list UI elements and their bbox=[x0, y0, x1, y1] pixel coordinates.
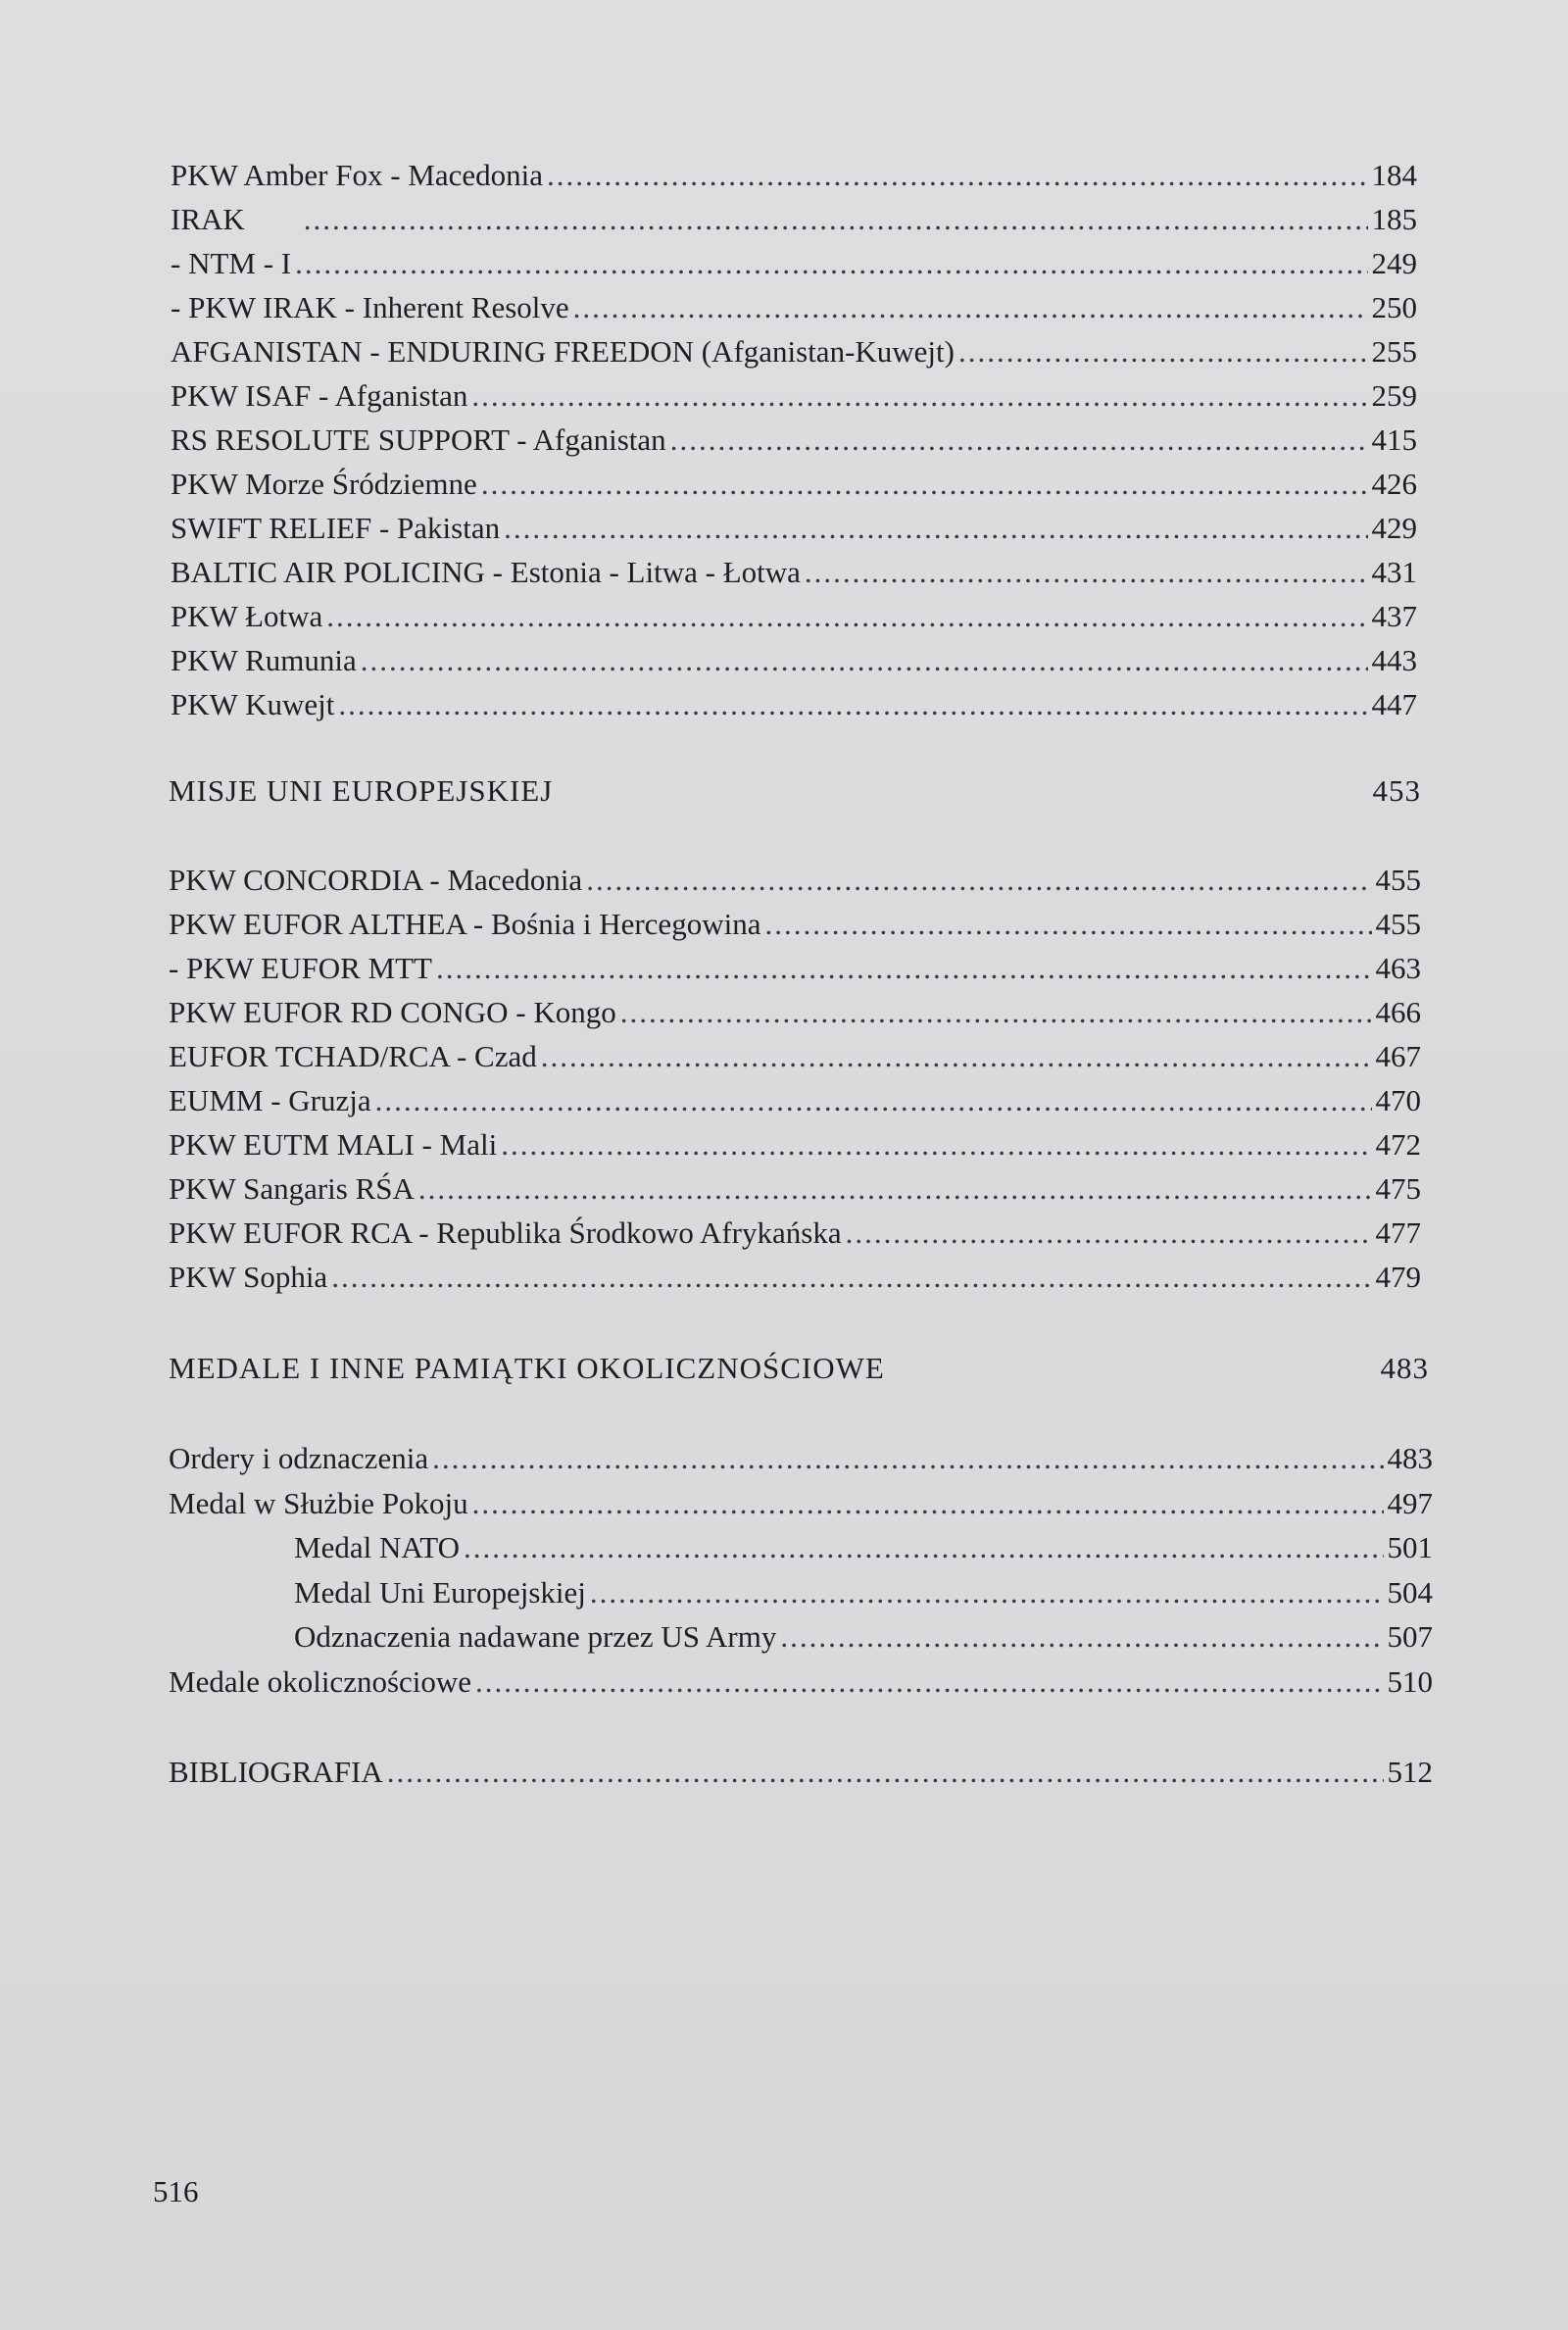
toc-entry-label: PKW EUFOR ALTHEA - Bośnia i Hercegowina bbox=[169, 907, 761, 941]
toc-entry-page: 477 bbox=[1375, 1215, 1421, 1250]
toc-entry-label: PKW Morze Śródziemne bbox=[171, 467, 477, 501]
toc-subentry bbox=[294, 1571, 1433, 1614]
toc-entry-label: EUFOR TCHAD/RCA - Czad bbox=[169, 1039, 537, 1073]
leader-dots bbox=[464, 1526, 1383, 1569]
toc-entry-label: PKW ISAF - Afganistan bbox=[171, 378, 468, 413]
toc-entry-label: PKW EUFOR RCA - Republika Środkowo Afrykańska bbox=[169, 1215, 842, 1250]
toc-entry-page: 466 bbox=[1375, 995, 1421, 1029]
toc-entry bbox=[169, 859, 1421, 902]
leader-dots bbox=[304, 198, 1368, 241]
toc-entry bbox=[171, 463, 1417, 506]
toc-entry-label: BIBLIOGRAFIA bbox=[169, 1755, 383, 1789]
toc-subentry bbox=[294, 1615, 1433, 1659]
toc-entry-label: Odznaczenia nadawane przez US Army bbox=[294, 1619, 777, 1654]
leader-dots bbox=[958, 330, 1368, 373]
leader-dots bbox=[475, 1661, 1383, 1704]
toc-entry-page: 431 bbox=[1371, 555, 1417, 589]
toc-entry-label: SWIFT RELIEF - Pakistan bbox=[171, 511, 501, 545]
toc-entry-page: 483 bbox=[1387, 1441, 1433, 1475]
leader-dots bbox=[471, 374, 1367, 418]
toc-entry-page: 497 bbox=[1387, 1486, 1433, 1520]
toc-entry-page: 512 bbox=[1387, 1755, 1433, 1789]
toc-entry-bibliography bbox=[169, 1751, 1433, 1794]
toc-entry-label: PKW Amber Fox - Macedonia bbox=[171, 158, 543, 192]
toc-entry-label: Medale okolicznościowe bbox=[169, 1664, 472, 1699]
toc-entry-label: Ordery i odznaczenia bbox=[169, 1441, 429, 1475]
leader-dots bbox=[541, 1035, 1372, 1078]
toc-entry-page: 507 bbox=[1387, 1619, 1433, 1654]
toc-entry bbox=[169, 1167, 1421, 1211]
toc-entry-page: 455 bbox=[1375, 863, 1421, 897]
toc-entry-page: 185 bbox=[1371, 202, 1417, 236]
toc-entry bbox=[169, 1212, 1421, 1255]
toc-entry-page: 501 bbox=[1387, 1530, 1433, 1564]
toc-entry bbox=[171, 198, 1417, 241]
section-title: MISJE UNI EUROPEJSKIEJ bbox=[169, 773, 554, 808]
toc-entry-label: Medal Uni Europejskiej bbox=[294, 1575, 586, 1610]
toc-entry-page: 510 bbox=[1387, 1664, 1433, 1699]
toc-entry bbox=[171, 507, 1417, 550]
toc-entry-page: 447 bbox=[1371, 687, 1417, 721]
leader-dots bbox=[418, 1167, 1372, 1211]
leader-dots bbox=[326, 595, 1367, 638]
toc-entry-label: Medal w Służbie Pokoju bbox=[169, 1486, 468, 1520]
leader-dots bbox=[481, 463, 1368, 506]
leader-dots bbox=[547, 154, 1368, 197]
toc-entry-page: 184 bbox=[1371, 158, 1417, 192]
section-page: 453 bbox=[1372, 773, 1421, 808]
toc-entry-label: PKW Kuwejt bbox=[171, 687, 335, 721]
toc-subentry bbox=[294, 1526, 1433, 1569]
toc-entry bbox=[171, 551, 1417, 594]
toc-entry-page: 463 bbox=[1375, 951, 1421, 985]
leader-dots bbox=[472, 1482, 1384, 1525]
toc-entry-label: AFGANISTAN - ENDURING FREEDON (Afganistan-Kuwejt) bbox=[171, 334, 955, 369]
toc-entry bbox=[169, 991, 1421, 1034]
toc-entry-page: 429 bbox=[1371, 511, 1417, 545]
toc-entry bbox=[171, 242, 1417, 285]
section-heading-medals bbox=[169, 1347, 1429, 1390]
toc-entry-page: 475 bbox=[1375, 1171, 1421, 1206]
toc-entry bbox=[169, 1437, 1433, 1480]
toc-entry bbox=[169, 1123, 1421, 1166]
toc-entry bbox=[169, 1482, 1433, 1525]
toc-entry-page: 437 bbox=[1371, 599, 1417, 633]
leader-dots bbox=[331, 1256, 1371, 1299]
toc-entry-page: 455 bbox=[1375, 907, 1421, 941]
toc-entry-page: 504 bbox=[1387, 1575, 1433, 1610]
toc-entry-label: RS RESOLUTE SUPPORT - Afganistan bbox=[171, 422, 666, 457]
toc-entry bbox=[169, 1079, 1421, 1122]
leader-dots bbox=[501, 1123, 1371, 1166]
leader-dots bbox=[295, 242, 1367, 285]
toc-entry-label: - PKW EUFOR MTT bbox=[169, 951, 432, 985]
toc-entry-page: 443 bbox=[1371, 643, 1417, 677]
section-page: 483 bbox=[1380, 1351, 1429, 1385]
toc-entry bbox=[171, 330, 1417, 373]
leader-dots bbox=[504, 507, 1367, 550]
leader-dots bbox=[805, 551, 1368, 594]
toc-entry-label: - PKW IRAK - Inherent Resolve bbox=[171, 290, 569, 324]
page-number: 516 bbox=[153, 2174, 199, 2208]
toc-entry-label: PKW Sophia bbox=[169, 1260, 328, 1294]
leader-dots bbox=[432, 1437, 1383, 1480]
leader-dots bbox=[846, 1212, 1372, 1255]
toc-entry bbox=[171, 154, 1417, 197]
toc-entry-page: 467 bbox=[1375, 1039, 1421, 1073]
toc-entry bbox=[171, 683, 1417, 726]
leader-dots bbox=[586, 859, 1371, 902]
leader-dots bbox=[361, 639, 1368, 682]
toc-entry-label: PKW Sangaris RŚA bbox=[169, 1171, 415, 1206]
toc-entry-label: Medal NATO bbox=[294, 1530, 461, 1564]
toc-entry bbox=[169, 1035, 1421, 1078]
leader-dots bbox=[620, 991, 1372, 1034]
toc-entry-page: 472 bbox=[1375, 1127, 1421, 1162]
toc-entry-page: 426 bbox=[1371, 467, 1417, 501]
section-title: MEDALE I INNE PAMIĄTKI OKOLICZNOŚCIOWE bbox=[169, 1351, 885, 1385]
leader-dots bbox=[573, 286, 1368, 329]
toc-entry-page: 415 bbox=[1371, 422, 1417, 457]
toc-entry-label: PKW Rumunia bbox=[171, 643, 357, 677]
toc-entry bbox=[171, 374, 1417, 418]
toc-entry-page: 479 bbox=[1375, 1260, 1421, 1294]
leader-dots bbox=[590, 1571, 1384, 1614]
toc-entry-label: EUMM - Gruzja bbox=[169, 1083, 371, 1117]
toc-entry-page: 249 bbox=[1371, 246, 1417, 280]
toc-entry-label: BALTIC AIR POLICING - Estonia - Litwa - Łotwa bbox=[171, 555, 801, 589]
toc-entry-label: PKW EUTM MALI - Mali bbox=[169, 1127, 498, 1162]
toc-entry-label: PKW Łotwa bbox=[171, 599, 323, 633]
toc-entry-label: PKW EUFOR RD CONGO - Kongo bbox=[169, 995, 616, 1029]
toc-entry-label: - NTM - I bbox=[171, 246, 292, 280]
toc-entry-label: IRAK bbox=[171, 202, 245, 236]
leader-dots bbox=[670, 419, 1368, 462]
toc-entry-label: PKW CONCORDIA - Macedonia bbox=[169, 863, 583, 897]
toc-entry bbox=[169, 947, 1421, 990]
toc-entry-page: 255 bbox=[1371, 334, 1417, 369]
toc-entry bbox=[169, 1256, 1421, 1299]
leader-dots bbox=[387, 1751, 1384, 1794]
toc-entry bbox=[171, 639, 1417, 682]
leader-dots bbox=[780, 1615, 1383, 1659]
toc-entry-page: 259 bbox=[1371, 378, 1417, 413]
leader-dots bbox=[764, 903, 1371, 946]
leader-dots bbox=[375, 1079, 1372, 1122]
toc-entry bbox=[171, 595, 1417, 638]
toc-entry bbox=[171, 286, 1417, 329]
toc-entry bbox=[169, 1661, 1433, 1704]
leader-dots bbox=[338, 683, 1367, 726]
section-heading-eu bbox=[169, 769, 1421, 813]
toc-entry bbox=[169, 903, 1421, 946]
toc-entry-page: 250 bbox=[1371, 290, 1417, 324]
toc-entry-page: 470 bbox=[1375, 1083, 1421, 1117]
leader-dots bbox=[436, 947, 1372, 990]
toc-entry bbox=[171, 419, 1417, 462]
